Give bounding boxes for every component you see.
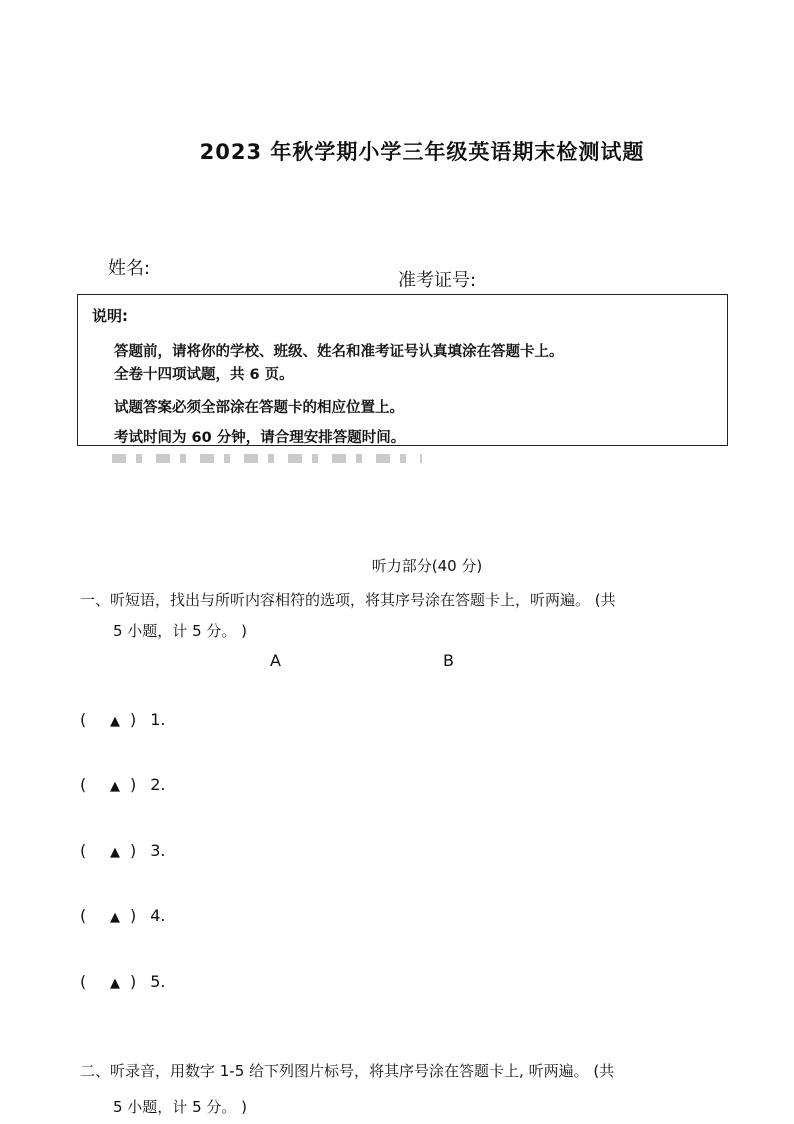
instruction-line: 答题前，请将你的学校、班级、姓名和准考证号认真填涂在答题卡上。 xyxy=(114,344,564,360)
instruction-line: 全卷十四项试题，共 6 页。 xyxy=(114,367,294,383)
name-label: 姓名: xyxy=(108,258,151,279)
option-a-header: A xyxy=(270,651,281,670)
cut-off-text-fragment xyxy=(112,454,422,463)
answer-item-2: ( ▲ ) 2. xyxy=(80,775,166,794)
triangle-icon: ▲ xyxy=(110,845,120,860)
triangle-icon: ▲ xyxy=(110,714,120,729)
question-1-prompt-cont: 5 小题，计 5 分。 ) xyxy=(113,622,248,640)
instruction-line: 考试时间为 60 分钟，请合理安排答题时间。 xyxy=(114,430,406,446)
question-2-prompt-cont: 5 小题，计 5 分。 ) xyxy=(113,1098,248,1116)
instructions-box xyxy=(77,294,728,446)
section-title: 听力部分(40 分) xyxy=(371,557,483,575)
triangle-icon: ▲ xyxy=(110,779,120,794)
exam-id-label: 准考证号: xyxy=(398,270,477,291)
option-b-header: B xyxy=(443,651,454,670)
question-2-prompt: 二、听录音，用数字 1-5 给下列图片标号，将其序号涂在答题卡上, 听两遍。 (共 xyxy=(80,1062,615,1080)
answer-item-3: ( ▲ ) 3. xyxy=(80,841,166,860)
triangle-icon: ▲ xyxy=(110,910,120,925)
answer-item-1: ( ▲ ) 1. xyxy=(80,710,166,729)
answer-item-4: ( ▲ ) 4. xyxy=(80,906,166,925)
exam-title: 2023 年秋学期小学三年级英语期末检测试题 xyxy=(199,140,645,164)
triangle-icon: ▲ xyxy=(110,976,120,991)
answer-item-5: ( ▲ ) 5. xyxy=(80,972,166,991)
question-1-prompt: 一、听短语，找出与所听内容相符的选项，将其序号涂在答题卡上，听两遍。 (共 xyxy=(80,591,616,609)
instructions-heading: 说明: xyxy=(92,307,128,325)
instruction-line: 试题答案必须全部涂在答题卡的相应位置上。 xyxy=(114,400,404,416)
